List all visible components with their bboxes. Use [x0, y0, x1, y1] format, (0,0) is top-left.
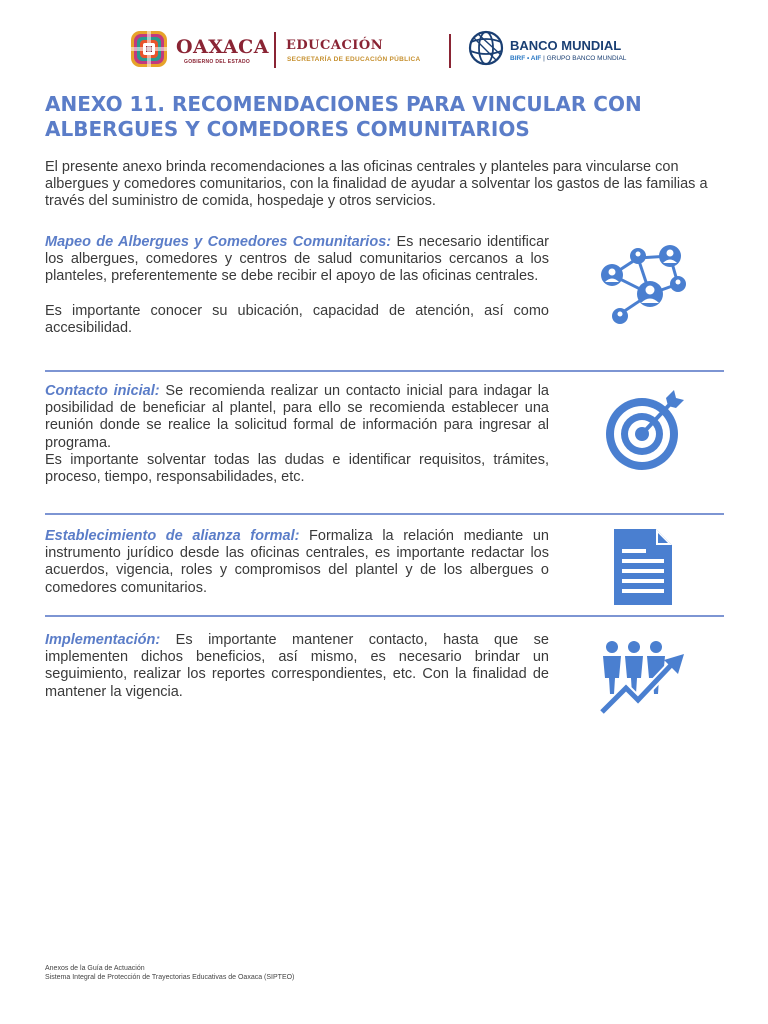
world-bank-subtitle	[510, 55, 626, 62]
intro-paragraph: El presente anexo brinda recomendaciones a las oficinas centrales y planteles para vincularse con albergues y comedores comunitarios, con la finalidad de ayudar a solventar los gastos de las familias a través del suministro de comida, hospedaje y otros servicios.	[45, 159, 708, 210]
section-lead: Implementación:	[45, 632, 161, 648]
section-divider	[45, 370, 724, 372]
section-alianza-text	[45, 528, 549, 597]
section-body: Es necesario identificar los albergues, comedores y centros de salud comunitarios cercanos a los planteles, preferentemente se debe recibir el apoyo de las oficinas centrales.	[45, 234, 550, 285]
section-contacto	[45, 383, 549, 486]
world-bank-wordmark: BANCO MUNDIAL	[510, 38, 622, 53]
section-extra: Es importante conocer su ubicación, capacidad de atención, así como accesibilidad.	[45, 302, 549, 336]
footer-line: Sistema Integral de Protección de Trayectorias Educativas de Oaxaca (SIPTEO)	[45, 974, 295, 981]
section-divider	[45, 513, 724, 515]
target-icon	[602, 388, 686, 474]
page-title: ANEXO 11. RECOMENDACIONES PARA VINCULAR CON ALBERGUES Y COMEDORES COMUNITARIOS	[45, 92, 642, 141]
educacion-wordmark: EDUCACIÓN	[286, 38, 384, 53]
footer	[45, 964, 294, 982]
header-divider	[274, 32, 276, 68]
oaxaca-subtitle: GOBIERNO DEL ESTADO	[184, 59, 251, 65]
section-implementacion-text	[45, 632, 549, 701]
people-network-icon	[598, 242, 690, 328]
educacion-subtitle: SECRETARÍA DE EDUCACIÓN PÚBLICA	[287, 56, 421, 63]
section-mapeo	[45, 234, 549, 337]
document-icon	[612, 527, 674, 607]
section-implementacion	[45, 632, 549, 701]
section-body: Se recomienda realizar un contacto inicial para indagar la posibilidad de beneficiar al plantel, para ello se recomienda establecer una reunión donde se realice la solicitud formal de información para ingresar al programa.	[45, 383, 549, 451]
footer-line: Anexos de la Guía de Actuación	[45, 965, 145, 972]
section-extra: Es importante solventar todas las dudas e identificar requisitos, trámites, proceso, tiempo, responsabilidades, etc.	[45, 451, 549, 486]
world-bank-birf: BIRF • AIF	[510, 55, 542, 62]
section-contacto-text	[45, 383, 549, 452]
world-bank-globe-icon	[468, 30, 504, 66]
section-body: Formaliza la relación mediante un instrumento jurídico desde las oficinas centrales, es importante redactar los acuerdos, vigencia, roles y compromisos del plantel y de los albergues o comedores comunitarios.	[45, 528, 549, 596]
section-body: Es importante mantener contacto, hasta que se implementen dichos beneficios, así mismo, es necesario brindar un seguimiento, realizar los reportes correspondientes, etc. Con la finalidad de mantener la vigencia.	[45, 632, 549, 700]
oaxaca-wordmark: OAXACA	[176, 36, 269, 58]
section-lead: Contacto inicial:	[45, 383, 160, 399]
section-divider	[45, 615, 724, 617]
section-lead: Establecimiento de alianza formal:	[45, 528, 300, 544]
section-lead: Mapeo de Albergues y Comedores Comunitarios:	[45, 234, 392, 250]
growth-people-icon	[598, 638, 690, 718]
world-bank-group: | GRUPO BANCO MUNDIAL	[543, 55, 627, 62]
header-logos	[130, 28, 640, 72]
oaxaca-emblem-icon	[130, 30, 168, 68]
header-divider	[449, 34, 451, 68]
section-mapeo-text	[45, 234, 549, 286]
section-alianza	[45, 528, 549, 597]
